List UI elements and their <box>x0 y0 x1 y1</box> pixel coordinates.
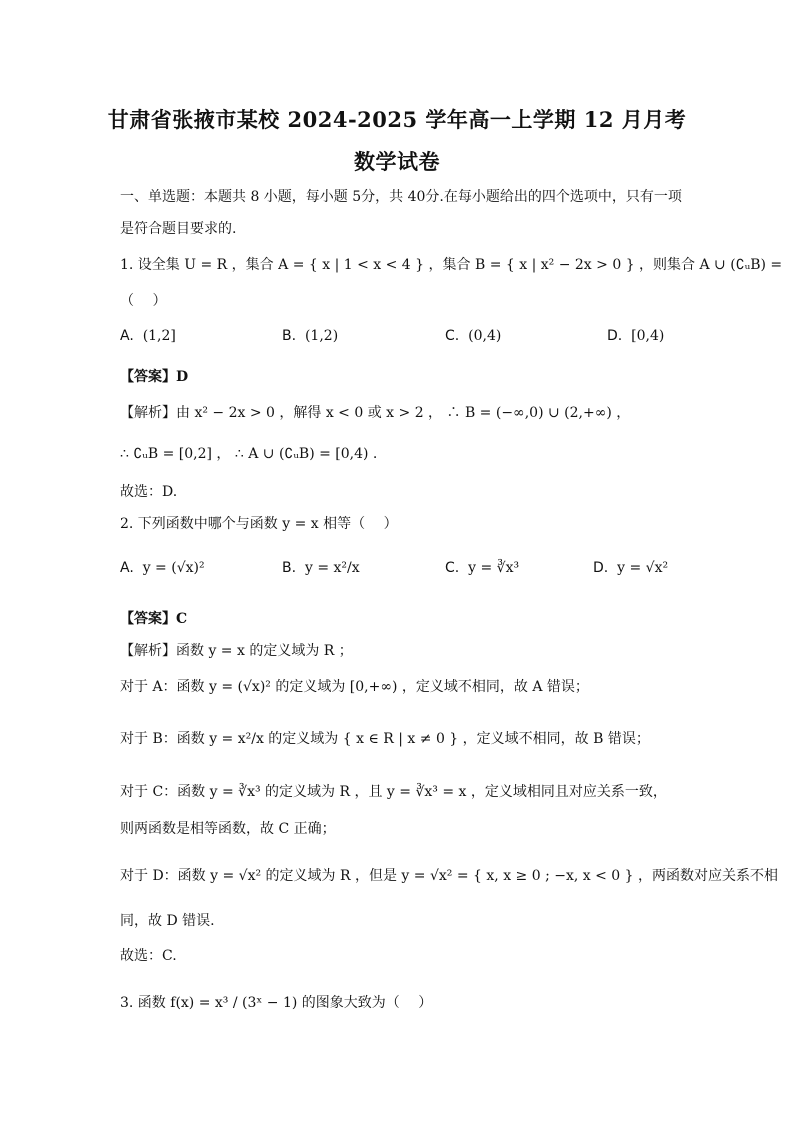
q2-analysis-c-1: 对于 C：函数 y = ∛x³ 的定义域为 R ，且 y = ∛x³ = x ，定义域相同且对应关系一致， <box>120 784 667 800</box>
q2-analysis-d-1: 对于 D：函数 y = √x² 的定义域为 R ，但是 y = √x² = { x, x ≥ 0 ; −x, x < 0 } ，两函数对应关系不相 <box>120 868 779 884</box>
q2-option-b: B. y = x²/x <box>282 560 360 576</box>
q2-analysis-c-2: 则两函数是相等函数，故 C 正确； <box>120 821 336 837</box>
question-2-stem: 2. 下列函数中哪个与函数 y = x 相等（ ） <box>120 516 398 532</box>
q2-analysis-d-2: 同，故 D 错误. <box>120 913 215 929</box>
q1-option-d: D. [0,4) <box>607 328 665 344</box>
q2-option-a: A. y = (√x)² <box>120 560 205 576</box>
q1-answer: 【答案】D <box>120 369 189 385</box>
q2-analysis-a: 对于 A：函数 y = (√x)² 的定义域为 [0,+∞) ，定义域不相同，故 A 错误； <box>120 679 589 695</box>
q2-choose: 故选：C. <box>120 948 177 964</box>
section-heading: 一、单选题：本题共 8 小题，每小题 5分，共 40分.在每小题给出的四个选项中，只有一项 <box>120 189 682 205</box>
q1-analysis-2: ∴ ∁ᵤB = [0,2] ， ∴ A ∪ (∁ᵤB) = [0,4) . <box>120 446 378 462</box>
q2-option-c: C. y = ∛x³ <box>445 560 520 576</box>
q2-analysis-b: 对于 B：函数 y = x²/x 的定义域为 { x ∈ R | x ≠ 0 } ，定义域不相同，故 B 错误； <box>120 731 650 747</box>
title-line-1: 甘肃省张掖市某校 2024-2025 学年高一上学期 12 月月考 <box>107 107 687 132</box>
question-1-stem: 1. 设全集 U = R ，集合 A = { x | 1 < x < 4 } ，集合 B = { x | x² − 2x > 0 } ，则集合 A ∪ (∁ᵤB) = <box>120 257 783 273</box>
q1-option-c: C. (0,4) <box>445 328 502 344</box>
q1-analysis-1: 【解析】由 x² − 2x > 0 ，解得 x < 0 或 x > 2 ， ∴ B = (−∞,0) ∪ (2,+∞) ， <box>120 405 631 421</box>
q2-answer: 【答案】C <box>120 611 188 627</box>
q1-option-a: A. (1,2] <box>120 328 176 344</box>
section-heading-cont: 是符合题目要求的. <box>120 221 237 237</box>
question-1-paren: （ ） <box>120 293 167 309</box>
q1-choose: 故选：D. <box>120 484 178 500</box>
q2-analysis: 【解析】函数 y = x 的定义域为 R ； <box>120 643 353 659</box>
question-3-stem: 3. 函数 f(x) = x³ / (3ˣ − 1) 的图象大致为（ ） <box>120 995 433 1011</box>
q1-option-b: B. (1,2) <box>282 328 339 344</box>
title-line-2: 数学试卷 <box>354 149 440 174</box>
q2-option-d: D. y = √x² <box>593 560 669 576</box>
